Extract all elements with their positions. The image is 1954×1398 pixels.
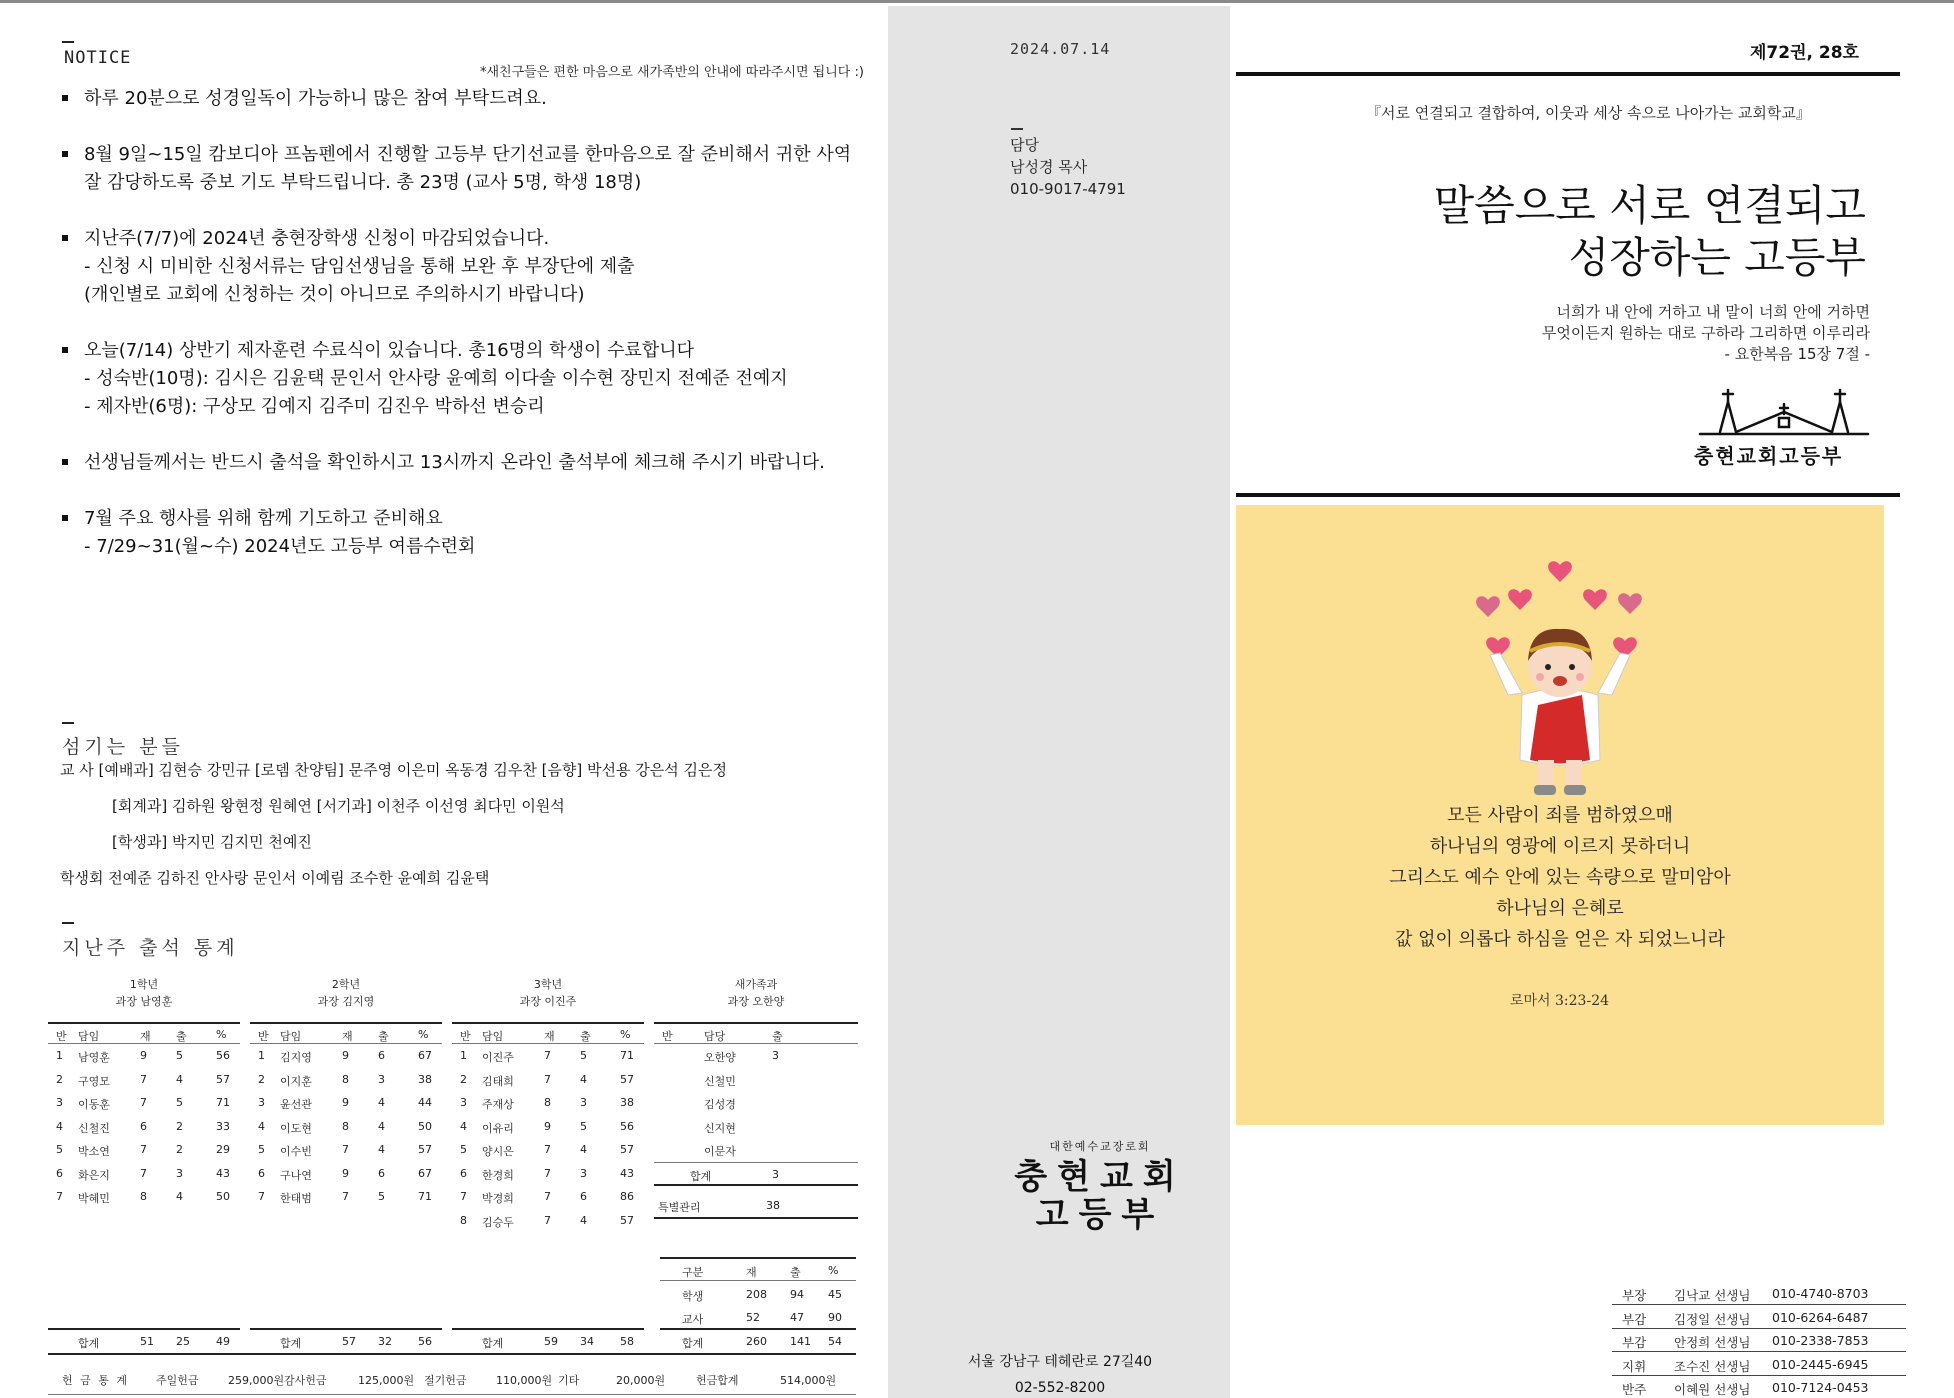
table-cell: 43 <box>620 1166 634 1180</box>
denomination-label: 대한예수교장로회 <box>1049 1140 1151 1153</box>
newcomer-note: *새친구들은 편한 마음으로 새가족반의 안내에 따라주시면 됩니다 :) <box>480 65 864 80</box>
staff-name: 김낙교 선생님 <box>1674 1288 1751 1303</box>
contact-label: 담당 <box>1010 136 1039 154</box>
table-cell: 4 <box>460 1119 467 1133</box>
table-header-cell: 반 <box>258 1030 269 1043</box>
notice-text: 8월 9일~15일 캄보디아 프놈펜에서 진행할 고등부 단기선교를 한마음으로 잘 준비해서 귀한 사역 <box>84 144 852 165</box>
special-care-value: 38 <box>766 1199 780 1212</box>
table-cell: 3 <box>258 1096 265 1109</box>
headline <box>1236 180 1866 284</box>
church-address: 서울 강남구 테헤란로 27길40 <box>967 1354 1153 1370</box>
summary-cell: 208 <box>746 1288 767 1301</box>
summary-cell: 47 <box>790 1311 804 1324</box>
table-cell: 71 <box>620 1049 634 1062</box>
servers-row-council: 학생회 전예준 김하진 안사랑 문인서 이예림 조수한 윤예희 김윤택 <box>60 869 490 887</box>
offering-amount: 125,000원 <box>358 1374 415 1387</box>
sum-value: 3 <box>772 1168 779 1181</box>
table-cell: 7 <box>342 1143 349 1156</box>
summary-total-rule <box>660 1328 856 1330</box>
table-cell: 2 <box>176 1143 183 1156</box>
table-cell: 박혜민 <box>78 1192 110 1205</box>
summary-total-cell: 54 <box>828 1335 842 1348</box>
table-cell: 7 <box>544 1190 551 1203</box>
table-header-cell: 출 <box>176 1030 187 1043</box>
table-cell: 43 <box>216 1166 230 1180</box>
attendance-title: 지난주 출석 통계 <box>62 937 239 959</box>
table-header-cell: % <box>216 1028 227 1041</box>
table-cell: 신철진 <box>78 1121 110 1135</box>
table-cell: 구나연 <box>280 1168 312 1182</box>
table-header-cell: 출 <box>580 1030 591 1043</box>
table-cell: 38 <box>418 1072 432 1086</box>
table-top-rule <box>452 1022 644 1024</box>
table-cell: 56 <box>620 1119 634 1133</box>
total-top-rule <box>48 1328 240 1330</box>
contact-dash <box>1011 128 1023 130</box>
scripture-line: 하나님의 영광에 이르지 못하더니 <box>1429 836 1691 857</box>
table-cell: 5 <box>378 1190 385 1203</box>
sum-bottom-rule <box>654 1184 858 1186</box>
group-head-teacher: 과장 김지영 <box>317 995 375 1008</box>
table-cell: 7 <box>140 1072 147 1086</box>
table-cell: 김성경 <box>704 1098 736 1111</box>
table-header-cell: 담임 <box>280 1030 302 1043</box>
summary-header-cell: 구분 <box>682 1266 704 1279</box>
table-cell: 71 <box>418 1190 432 1203</box>
table-header-rule <box>250 1043 442 1044</box>
table-cell: 4 <box>258 1119 265 1133</box>
table-cell: 이유리 <box>482 1121 514 1135</box>
summary-total-cell: 합계 <box>682 1337 704 1350</box>
table-cell: 9 <box>342 1096 349 1109</box>
table-cell: 4 <box>580 1072 587 1086</box>
total-value: 58 <box>620 1335 634 1348</box>
table-cell: 57 <box>620 1213 634 1227</box>
table-cell: 이진주 <box>482 1051 514 1064</box>
table-cell: 3 <box>176 1166 183 1180</box>
table-cell: 구영모 <box>78 1074 110 1088</box>
offering-label: 헌 금 통 계 <box>62 1374 129 1387</box>
table-cell: 57 <box>620 1072 634 1086</box>
table-cell: 67 <box>418 1049 432 1062</box>
headline-line2: 성장하는 고등부 <box>1568 233 1866 282</box>
table-cell: 한태범 <box>280 1192 312 1205</box>
total-label: 합계 <box>482 1337 504 1350</box>
table-cell: 33 <box>216 1119 230 1133</box>
table-header-cell: 반 <box>56 1030 67 1043</box>
table-cell: 5 <box>258 1143 265 1156</box>
table-cell: 박소연 <box>78 1145 110 1158</box>
table-cell: 3 <box>56 1096 63 1109</box>
praising-child-illustration <box>1460 555 1660 805</box>
table-cell: 오한양 <box>704 1051 736 1064</box>
contact-phone: 010-9017-4791 <box>1010 180 1126 198</box>
table-cell: 38 <box>620 1096 634 1109</box>
staff-row <box>1612 1329 1906 1352</box>
header-rule <box>1236 72 1900 76</box>
staff-role: 반주 <box>1622 1382 1647 1397</box>
notice-subtext: - 7/29~31(월~수) 2024년도 고등부 여름수련회 <box>84 536 476 557</box>
table-cell: 5 <box>580 1049 587 1062</box>
group-head-teacher: 과장 오한양 <box>727 995 785 1008</box>
logo-church: 충현교회 <box>1014 1157 1186 1197</box>
summary-cell: 90 <box>828 1311 842 1324</box>
table-cell: 7 <box>544 1166 551 1180</box>
table-cell: 2 <box>460 1072 467 1086</box>
table-cell: 4 <box>176 1190 183 1203</box>
table-cell: 57 <box>418 1143 432 1156</box>
table-cell: 67 <box>418 1166 432 1180</box>
table-cell: 1 <box>460 1049 467 1062</box>
total-value: 34 <box>580 1335 594 1348</box>
church-logo-text: 충현교회고등부 <box>1694 444 1844 468</box>
table-cell: 이수빈 <box>280 1145 312 1158</box>
attendance-tables <box>0 0 900 1398</box>
table-cell: 이문자 <box>704 1145 736 1158</box>
special-care-label: 특별관리 <box>658 1201 701 1214</box>
notice-subtext: - 성숙반(10명): 김시은 김윤택 문인서 안사랑 윤예희 이다솔 이수현 장민지 전예준 전예지 <box>84 368 788 389</box>
table-cell: 7 <box>460 1190 467 1203</box>
table-cell: 김태희 <box>482 1074 514 1088</box>
offering-amount: 20,000원 <box>616 1374 666 1387</box>
staff-contacts <box>1612 1282 1906 1398</box>
table-header-cell: 출 <box>772 1030 783 1043</box>
table-cell: 7 <box>140 1143 147 1156</box>
staff-name: 김정일 선생님 <box>1674 1311 1751 1327</box>
table-header-cell: 재 <box>544 1030 555 1043</box>
table-cell: 신철민 <box>704 1074 736 1088</box>
table-cell: 이동훈 <box>78 1098 110 1111</box>
table-top-rule <box>250 1022 442 1024</box>
table-header-cell: 재 <box>140 1030 151 1043</box>
table-cell: 7 <box>544 1072 551 1086</box>
staff-role: 지휘 <box>1622 1358 1647 1374</box>
middle-logo <box>1000 1138 1200 1234</box>
table-cell: 4 <box>580 1143 587 1156</box>
table-cell: 2 <box>56 1072 63 1086</box>
scripture-text <box>1300 800 1820 955</box>
table-cell: 윤선관 <box>280 1098 312 1111</box>
table-cell: 2 <box>258 1072 265 1086</box>
table-cell: 56 <box>216 1049 230 1062</box>
bulletin-date: 2024.07.14 <box>1010 40 1111 58</box>
table-cell: 44 <box>418 1096 432 1109</box>
total-value: 49 <box>216 1335 230 1348</box>
staff-name: 조수진 선생님 <box>1674 1358 1751 1374</box>
sum-label: 합계 <box>690 1170 712 1183</box>
offering-category: 주일헌금 <box>156 1374 199 1387</box>
table-cell: 8 <box>140 1190 147 1203</box>
staff-phone: 010-4740-8703 <box>1772 1286 1869 1301</box>
table-cell: 3 <box>772 1049 779 1062</box>
scripture-line: 하나님의 은혜로 <box>1496 898 1624 919</box>
table-header-rule <box>48 1043 240 1044</box>
table-cell: 3 <box>378 1072 385 1086</box>
table-cell: 57 <box>620 1143 634 1156</box>
offering-category: 감사헌금 <box>284 1374 327 1387</box>
table-header-cell: 재 <box>342 1030 353 1043</box>
table-cell: 8 <box>460 1213 467 1227</box>
summary-header-rule <box>660 1280 856 1281</box>
table-header-cell: 반 <box>662 1030 673 1043</box>
sum-rule <box>654 1162 858 1163</box>
offering-category: 헌금합계 <box>696 1374 739 1387</box>
contact-name: 남성경 목사 <box>1010 158 1088 176</box>
staff-name: 이혜원 선생님 <box>1674 1382 1751 1397</box>
offering-top-rule <box>48 1353 856 1355</box>
table-cell: 3 <box>460 1096 467 1109</box>
notice-subtext: 잘 감당하도록 중보 기도 부탁드립니다. 총 23명 (교사 5명, 학생 18명) <box>84 172 642 193</box>
table-header-cell: 반 <box>460 1030 471 1043</box>
table-header-cell: % <box>418 1028 429 1041</box>
staff-role: 부장 <box>1622 1288 1647 1303</box>
table-header-rule <box>452 1043 644 1044</box>
table-cell: 6 <box>56 1166 63 1180</box>
table-cell: 7 <box>342 1190 349 1203</box>
group-caption: 3학년 <box>533 978 563 991</box>
table-cell: 29 <box>216 1143 230 1156</box>
table-cell: 6 <box>258 1166 265 1180</box>
group-caption: 2학년 <box>331 978 361 991</box>
table-cell: 6 <box>460 1166 467 1180</box>
staff-phone: 010-2338-7853 <box>1772 1333 1869 1348</box>
notice-text: 하루 20분으로 성경일독이 가능하니 많은 참여 부탁드려요. <box>84 88 547 109</box>
total-value: 57 <box>342 1335 356 1348</box>
table-cell: 7 <box>56 1190 63 1203</box>
table-cell: 3 <box>580 1096 587 1109</box>
table-header-cell: 담당 <box>704 1030 726 1043</box>
table-cell: 1 <box>258 1049 265 1062</box>
table-cell: 50 <box>418 1119 432 1133</box>
offering-amount: 514,000원 <box>780 1374 837 1387</box>
notice-subtext: (개인별로 교회에 신청하는 것이 아니므로 주의하시기 바랍니다) <box>84 284 585 305</box>
table-cell: 8 <box>544 1096 551 1109</box>
table-top-rule <box>48 1022 240 1024</box>
total-top-rule <box>250 1328 442 1330</box>
total-value: 25 <box>176 1335 190 1348</box>
servers-title: 섬기는 분들 <box>62 736 184 758</box>
staff-phone: 010-2445-6945 <box>1772 1356 1869 1372</box>
offering-category: 절기헌금 <box>424 1374 467 1387</box>
table-cell: 7 <box>140 1096 147 1109</box>
table-cell: 2 <box>176 1119 183 1133</box>
scripture-reference: 로마서 3:23-24 <box>1510 993 1610 1009</box>
table-cell: 남영훈 <box>78 1051 110 1064</box>
offering-category: 기타 <box>558 1374 580 1387</box>
headline-line1: 말씀으로 서로 연결되고 <box>1433 181 1866 230</box>
offering-amount: 110,000원 <box>496 1374 553 1387</box>
summary-total-cell: 141 <box>790 1335 811 1348</box>
table-cell: 4 <box>378 1096 385 1109</box>
table-cell: 3 <box>580 1166 587 1180</box>
table-cell: 7 <box>544 1143 551 1156</box>
table-cell: 9 <box>140 1049 147 1062</box>
table-cell: 6 <box>378 1049 385 1062</box>
summary-header-cell: % <box>828 1264 839 1277</box>
table-cell: 한경희 <box>482 1168 514 1182</box>
servers-row-admin: [회계과] 김하원 왕현정 원혜연 [서기과] 이천주 이선영 최다민 이원석 <box>112 797 565 815</box>
notice-text: 7월 주요 행사를 위해 함께 기도하고 준비해요 <box>84 508 443 529</box>
servers-row-students: [학생과] 박지민 김지민 천예진 <box>112 833 312 851</box>
notice-subtext: - 제자반(6명): 구상모 김예지 김주미 김진우 박하선 변승리 <box>84 396 545 417</box>
summary-total-cell: 260 <box>746 1335 767 1348</box>
table-cell: 71 <box>216 1096 230 1109</box>
table-cell: 5 <box>176 1049 183 1062</box>
staff-row <box>1612 1353 1906 1376</box>
table-cell: 이도현 <box>280 1121 312 1135</box>
summary-cell: 45 <box>828 1288 842 1301</box>
table-cell: 1 <box>56 1049 63 1062</box>
table-cell: 박경희 <box>482 1192 514 1205</box>
table-cell: 8 <box>342 1072 349 1086</box>
table-cell: 5 <box>56 1143 63 1156</box>
summary-top-rule <box>660 1257 856 1259</box>
table-cell: 5 <box>460 1143 467 1156</box>
notice-text: 오늘(7/14) 상반기 제자훈련 수료식이 있습니다. 총16명의 학생이 수료합니다 <box>84 340 695 361</box>
summary-header-cell: 출 <box>790 1266 801 1279</box>
group-caption: 새가족과 <box>734 978 778 991</box>
table-cell: 50 <box>216 1190 230 1203</box>
table-cell: 4 <box>378 1119 385 1133</box>
summary-header-cell: 재 <box>746 1266 757 1279</box>
table-top-rule <box>654 1022 858 1024</box>
table-cell: 5 <box>176 1096 183 1109</box>
verse-reference: - 요한복음 15장 7절 - <box>1724 345 1870 363</box>
table-cell: 7 <box>258 1190 265 1203</box>
motto: 『서로 연결되고 결합하여, 이웃과 세상 속으로 나아가는 교회학교』 <box>1366 104 1811 122</box>
summary-cell: 52 <box>746 1311 760 1324</box>
table-cell: 4 <box>176 1072 183 1086</box>
verse-block <box>1236 302 1870 365</box>
table-cell: 9 <box>342 1049 349 1062</box>
verse-line1: 너희가 내 안에 거하고 내 말이 너희 안에 거하면 <box>1556 303 1870 321</box>
table-cell: 6 <box>580 1190 587 1203</box>
summary-cell: 교사 <box>682 1313 704 1326</box>
total-value: 51 <box>140 1335 154 1348</box>
staff-role: 부감 <box>1622 1311 1647 1327</box>
staff-row <box>1612 1306 1906 1329</box>
staff-name: 안정희 선생님 <box>1674 1335 1751 1350</box>
table-cell: 9 <box>342 1166 349 1180</box>
total-top-rule <box>452 1328 644 1330</box>
total-label: 합계 <box>280 1337 302 1350</box>
card-top-rule <box>1236 493 1900 497</box>
table-header-cell: 담임 <box>482 1030 504 1043</box>
scripture-line: 값 없이 의롭다 하심을 얻은 자 되었느니라 <box>1395 929 1725 950</box>
verse-line2: 무엇이든지 원하는 대로 구하라 그리하면 이루리라 <box>1541 324 1870 342</box>
total-value: 56 <box>418 1335 432 1348</box>
table-cell: 7 <box>544 1213 551 1227</box>
table-cell: 8 <box>342 1119 349 1133</box>
table-cell: 86 <box>620 1190 634 1203</box>
group-caption: 1학년 <box>129 978 159 991</box>
summary-cell: 94 <box>790 1288 804 1301</box>
table-cell: 김지영 <box>280 1051 312 1064</box>
scripture-line: 모든 사람이 죄를 범하였으매 <box>1447 805 1673 826</box>
staff-row <box>1612 1376 1906 1398</box>
scripture-line: 그리스도 예수 안에 있는 속량으로 말미암아 <box>1389 867 1731 888</box>
table-cell: 5 <box>580 1119 587 1133</box>
table-cell: 4 <box>56 1119 63 1133</box>
logo-dept: 고등부 <box>1035 1195 1165 1235</box>
table-cell: 6 <box>140 1119 147 1133</box>
table-header-cell: 담임 <box>78 1030 100 1043</box>
table-cell: 이지훈 <box>280 1074 312 1088</box>
notice-text: 지난주(7/7)에 2024년 충현장학생 신청이 마감되었습니다. <box>84 228 550 249</box>
staff-phone: 010-7124-0453 <box>1772 1380 1869 1395</box>
church-phone: 02-552-8200 <box>1014 1380 1106 1396</box>
group-head-teacher: 과장 이진주 <box>519 995 577 1008</box>
table-header-rule <box>654 1043 858 1044</box>
staff-row <box>1612 1282 1906 1305</box>
total-value: 59 <box>544 1335 558 1348</box>
total-label: 합계 <box>78 1337 100 1350</box>
table-cell: 화은지 <box>78 1168 110 1182</box>
issue-number: 제72권, 28호 <box>1750 43 1859 63</box>
offering-amount: 259,000원 <box>228 1374 285 1387</box>
offering-bottom-rule <box>48 1394 856 1395</box>
notice-subtext: - 신청 시 미비한 신청서류는 담임선생님을 통해 보완 후 부장단에 제출 <box>84 256 635 277</box>
table-cell: 4 <box>378 1143 385 1156</box>
table-cell: 57 <box>216 1072 230 1086</box>
table-cell: 6 <box>378 1166 385 1180</box>
servers-row-teachers: 교 사 [예배과] 김현승 강민규 [로뎀 찬양팀] 문주영 이은미 옥동경 김우찬 [음향] 박선용 강은석 김은정 <box>60 761 727 779</box>
table-cell: 주재상 <box>482 1098 514 1111</box>
notice-title: NOTICE <box>64 48 132 68</box>
table-cell: 양시은 <box>482 1145 514 1158</box>
special-care-rule <box>654 1217 858 1219</box>
table-header-cell: 출 <box>378 1030 389 1043</box>
contact-block <box>1010 134 1126 200</box>
table-cell: 7 <box>544 1049 551 1062</box>
table-cell: 9 <box>544 1119 551 1133</box>
total-value: 32 <box>378 1335 392 1348</box>
table-cell: 7 <box>140 1166 147 1180</box>
table-cell: 김승두 <box>482 1215 514 1229</box>
summary-cell: 학생 <box>682 1290 704 1303</box>
notice-text: 선생님들께서는 반드시 출석을 확인하시고 13시까지 온라인 출석부에 체크해 주시기 바랍니다. <box>84 452 825 473</box>
staff-role: 부감 <box>1622 1335 1647 1350</box>
staff-phone: 010-6264-6487 <box>1772 1309 1869 1325</box>
address-block <box>900 1349 1220 1398</box>
table-cell: 4 <box>580 1213 587 1227</box>
table-header-cell: % <box>620 1028 631 1041</box>
group-head-teacher: 과장 남영훈 <box>115 995 173 1008</box>
table-cell: 신지현 <box>704 1121 736 1135</box>
